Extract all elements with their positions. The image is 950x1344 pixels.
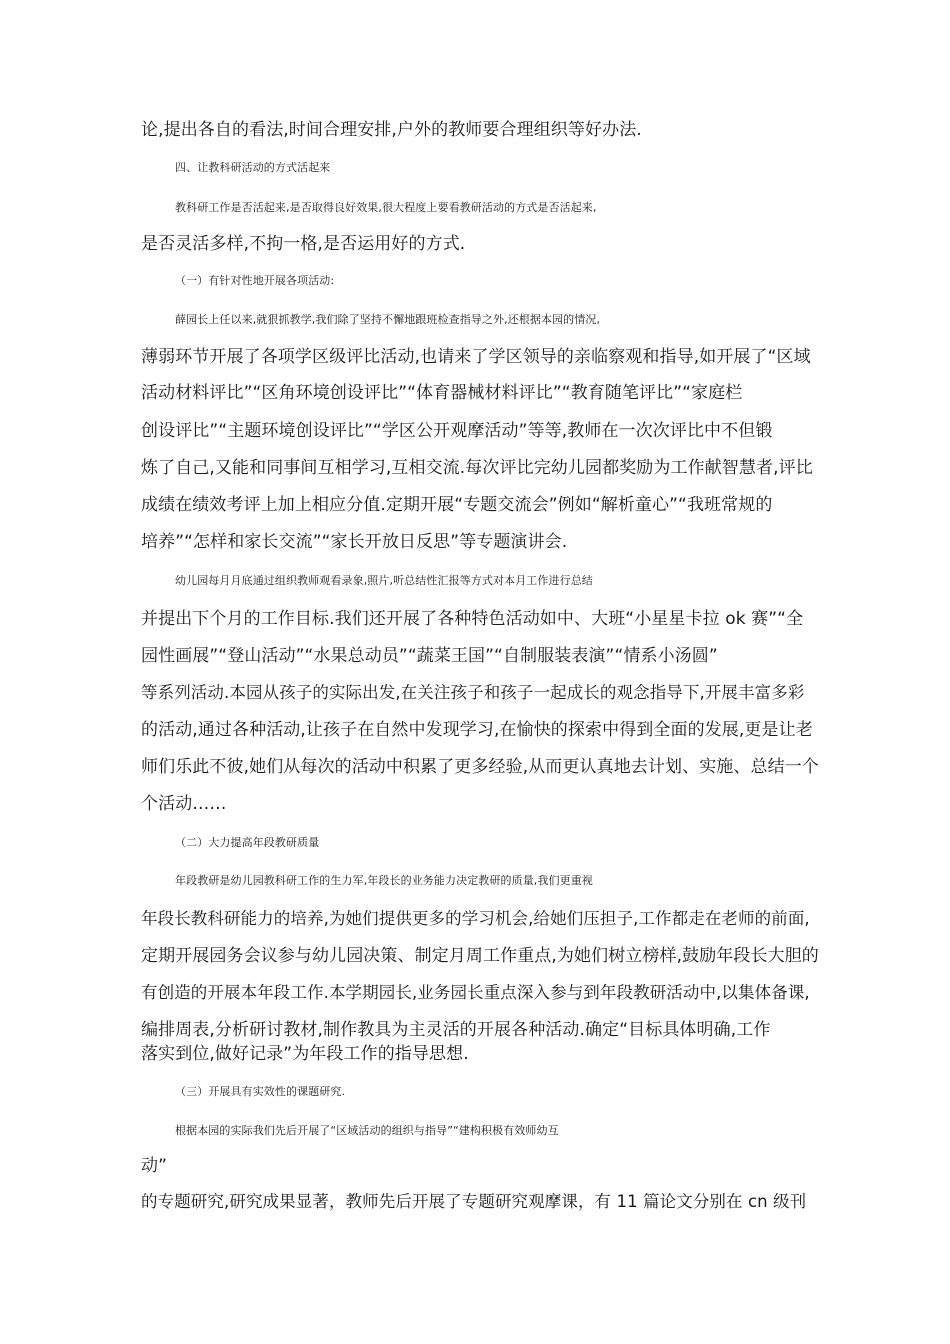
paragraph-line: 年段教研是幼儿园教科研工作的生力军,年段长的业务能力决定教研的质量,我们更重视: [175, 874, 593, 887]
paragraph-line: 培养”“怎样和家长交流”“家长开放日反思”等专题演讲会.: [141, 532, 568, 552]
paragraph-line: 有创造的开展本年段工作.本学期园长,业务园长重点深入参与到年段教研活动中,以集体备课,: [141, 983, 810, 1002]
subsection-heading: （二）大力提高年段教研质量: [175, 836, 320, 849]
paragraph-line: 幼儿园每月月底通过组织教师观看录象,照片,听总结性汇报等方式对本月工作进行总结: [175, 574, 593, 587]
paragraph-line: 个活动……: [141, 794, 227, 814]
subsection-heading: （一）有针对性地开展各项活动:: [175, 274, 335, 287]
section-heading: 四、让教科研活动的方式活起来: [175, 161, 331, 174]
paragraph-line: 的活动,通过各种活动,让孩子在自然中发现学习,在愉快的探索中得到全面的发展,更是让老: [141, 720, 813, 740]
paragraph-line: 教科研工作是否活起来,是否取得良好效果,很大程度上要看教研活动的方式是否活起来,: [175, 201, 597, 214]
paragraph-line: 是否灵活多样,不拘一格,是否运用好的方式.: [141, 234, 466, 254]
paragraph-line: 师们乐此不彼,她们从每次的活动中积累了更多经验,从而更认真地去计划、实施、总结一个: [141, 757, 819, 777]
subsection-heading: （三）开展具有实效性的课题研究.: [175, 1085, 346, 1098]
paragraph-line: 等系列活动.本园从孩子的实际出发,在关注孩子和孩子一起成长的观念指导下,开展丰富多彩: [141, 683, 805, 702]
paragraph-line: 园性画展”“登山活动”“水果总动员”“蔬菜王国”“自制服装表演”“情系小汤圆”: [141, 646, 718, 666]
paragraph-line: 活动材料评比”“区角环境创设评比”“体育器械材料评比”“教育随笔评比”“家庭栏: [141, 383, 743, 403]
paragraph-line: 薄弱环节开展了各项学区级评比活动,也请来了学区领导的亲临察观和指导,如开展了“区域: [141, 347, 811, 367]
paragraph-line: 的专题研究,研究成果显著，教师先后开展了专题研究观摩课，有 11 篇论文分别在 cn 级刊: [141, 1192, 807, 1211]
paragraph-line: 成绩在绩效考评上加上相应分值.定期开展“专题交流会”例如“解析童心”“我班常规的: [141, 495, 773, 515]
paragraph-line: 论,提出各自的看法,时间合理安排,户外的教师要合理组织等好办法.: [141, 120, 642, 140]
paragraph-line: 定期开展园务会议参与幼儿园决策、制定月周工作重点,为她们树立榜样,鼓励年段长大胆的: [141, 946, 819, 966]
paragraph-line: 并提出下个月的工作目标.我们还开展了各种特色活动如中、大班“小星星卡拉 ok 赛”“全: [141, 609, 804, 629]
paragraph-line: 根据本园的实际我们先后开展了“区域活动的组织与指导”“建构积极有效师幼互: [175, 1124, 559, 1137]
paragraph-line: 编排周表,分析研讨教材,制作教具为主灵活的开展各种活动.确定“目标具体明确,工作: [141, 1020, 771, 1040]
paragraph-line: 炼了自己,又能和同事间互相学习,互相交流.每次评比完幼儿园都奖励为工作献智慧者,评比: [141, 458, 813, 478]
paragraph-line: 年段长教科研能力的培养,为她们提供更多的学习机会,给她们压担子,工作都走在老师的前面,: [141, 909, 810, 928]
paragraph-line: 薛园长上任以来,就狠抓教学,我们除了坚持不懈地跟班检查指导之外,还根据本园的情况,: [175, 313, 601, 326]
paragraph-line: 创设评比”“主题环境创设评比”“学区公开观摩活动”等等,教师在一次次评比中不但锻: [141, 421, 773, 441]
paragraph-line: 动”: [141, 1156, 168, 1176]
paragraph-line: 落实到位,做好记录”为年段工作的指导思想.: [141, 1044, 469, 1064]
